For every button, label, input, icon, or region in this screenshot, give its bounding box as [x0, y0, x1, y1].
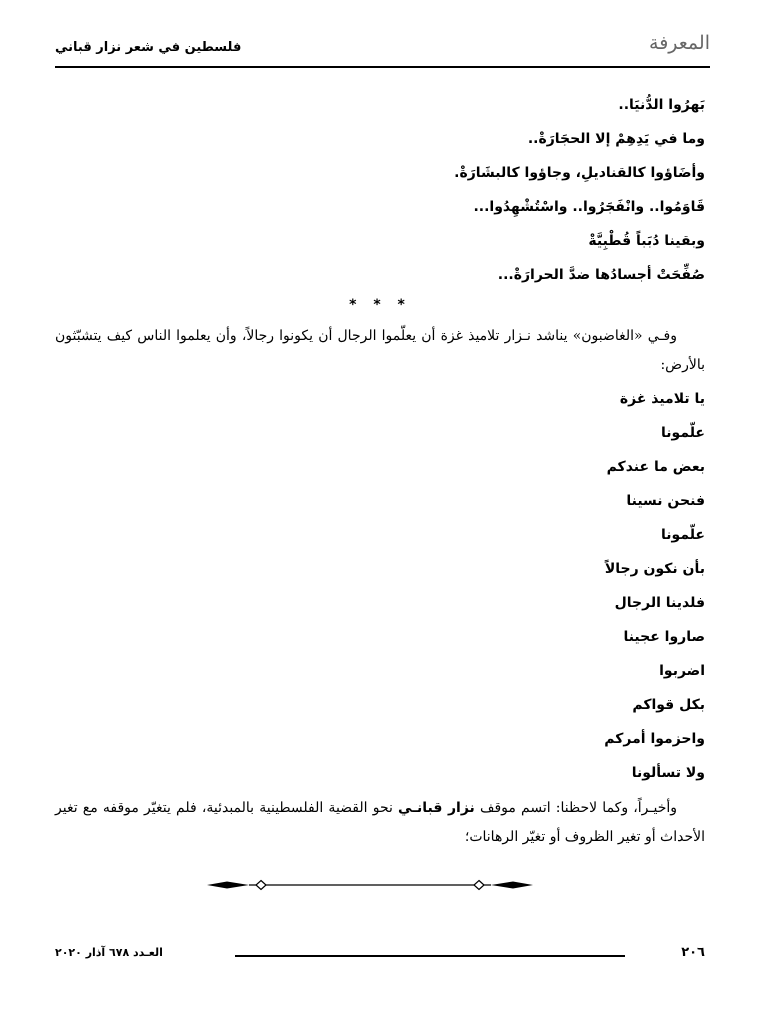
page-header: [55, 30, 710, 68]
paragraph-text-start: وأخيـراً، وكما لاحظنا: اتسم موقف: [474, 800, 678, 816]
poem-line: وما في يَدِهِمْ إلا الحجَارَةْ..: [527, 131, 705, 147]
poem-line: فلدينا الرجال: [614, 595, 705, 611]
magazine-logo: المعرفة: [649, 32, 710, 54]
running-title: فلسطين في شعر نزار قباني: [55, 40, 242, 55]
poem-line: صاروا عجينا: [623, 629, 705, 645]
poem-line: وأضَاؤوا كالقناديلِ، وجاؤوا كالبشَارَةْ.: [454, 165, 705, 181]
poem-line: صُفِّحَتْ أجسادُها ضدَّ الحرارَةْ...: [497, 267, 705, 283]
page-body: [55, 88, 705, 854]
poem-stanza-1: [55, 88, 705, 292]
poem-line: واحزموا أمركم: [604, 731, 705, 747]
poem-line: اضربوا: [659, 663, 705, 679]
paragraph-text: وفـي «الغاضبون» يناشد نـزار تلاميذ غزة أن يعلّموا الرجال أن يكونوا رجالاً، وأن يعلموا الناس كيف يتشبّثون بالأرض:: [55, 328, 705, 373]
ornament-divider-icon: [205, 876, 535, 894]
footer-rule: [235, 955, 625, 957]
poem-line: قَاوَمُوا.. وانْفَجَرُوا.. واسْتُشْهِدُوا...: [473, 199, 705, 215]
page-number: ٢٠٦: [681, 945, 705, 960]
poem-line: بعض ما عندكم: [606, 459, 705, 475]
poet-name-bold: نزار قبانـي: [398, 800, 475, 816]
section-separator: * * *: [349, 297, 411, 313]
poem-line: ولا تسألونا: [631, 765, 705, 781]
poem-line: بَهرُوا الدُّنيَا..: [618, 97, 705, 113]
poem-line: وبقينا دُبَباً قُطْبِيَّةْ: [588, 233, 705, 249]
issue-info: العـدد ٦٧٨ آذار ٢٠٢٠: [55, 946, 163, 959]
poem-line: علّمونا: [661, 527, 705, 543]
poem-line: بكل قواكم: [632, 697, 705, 713]
paragraph-conclusion: [55, 794, 705, 852]
paragraph-text-end: نحو القضية الفلسطينية بالمبدئية، فلم يتغيّر موقفه مع تغير الأحداث أو تغير الظروف أو تغيّر الرهانات؛: [55, 800, 705, 845]
poem-line: يا تلاميذ غزة: [619, 391, 705, 407]
paragraph-ghadiboun: [55, 322, 705, 380]
poem-stanza-2: [55, 382, 705, 790]
poem-line: علّمونا: [661, 425, 705, 441]
poem-line: فنحن نسينا: [626, 493, 705, 509]
poem-line: بأن نكون رجالاً: [604, 561, 705, 577]
